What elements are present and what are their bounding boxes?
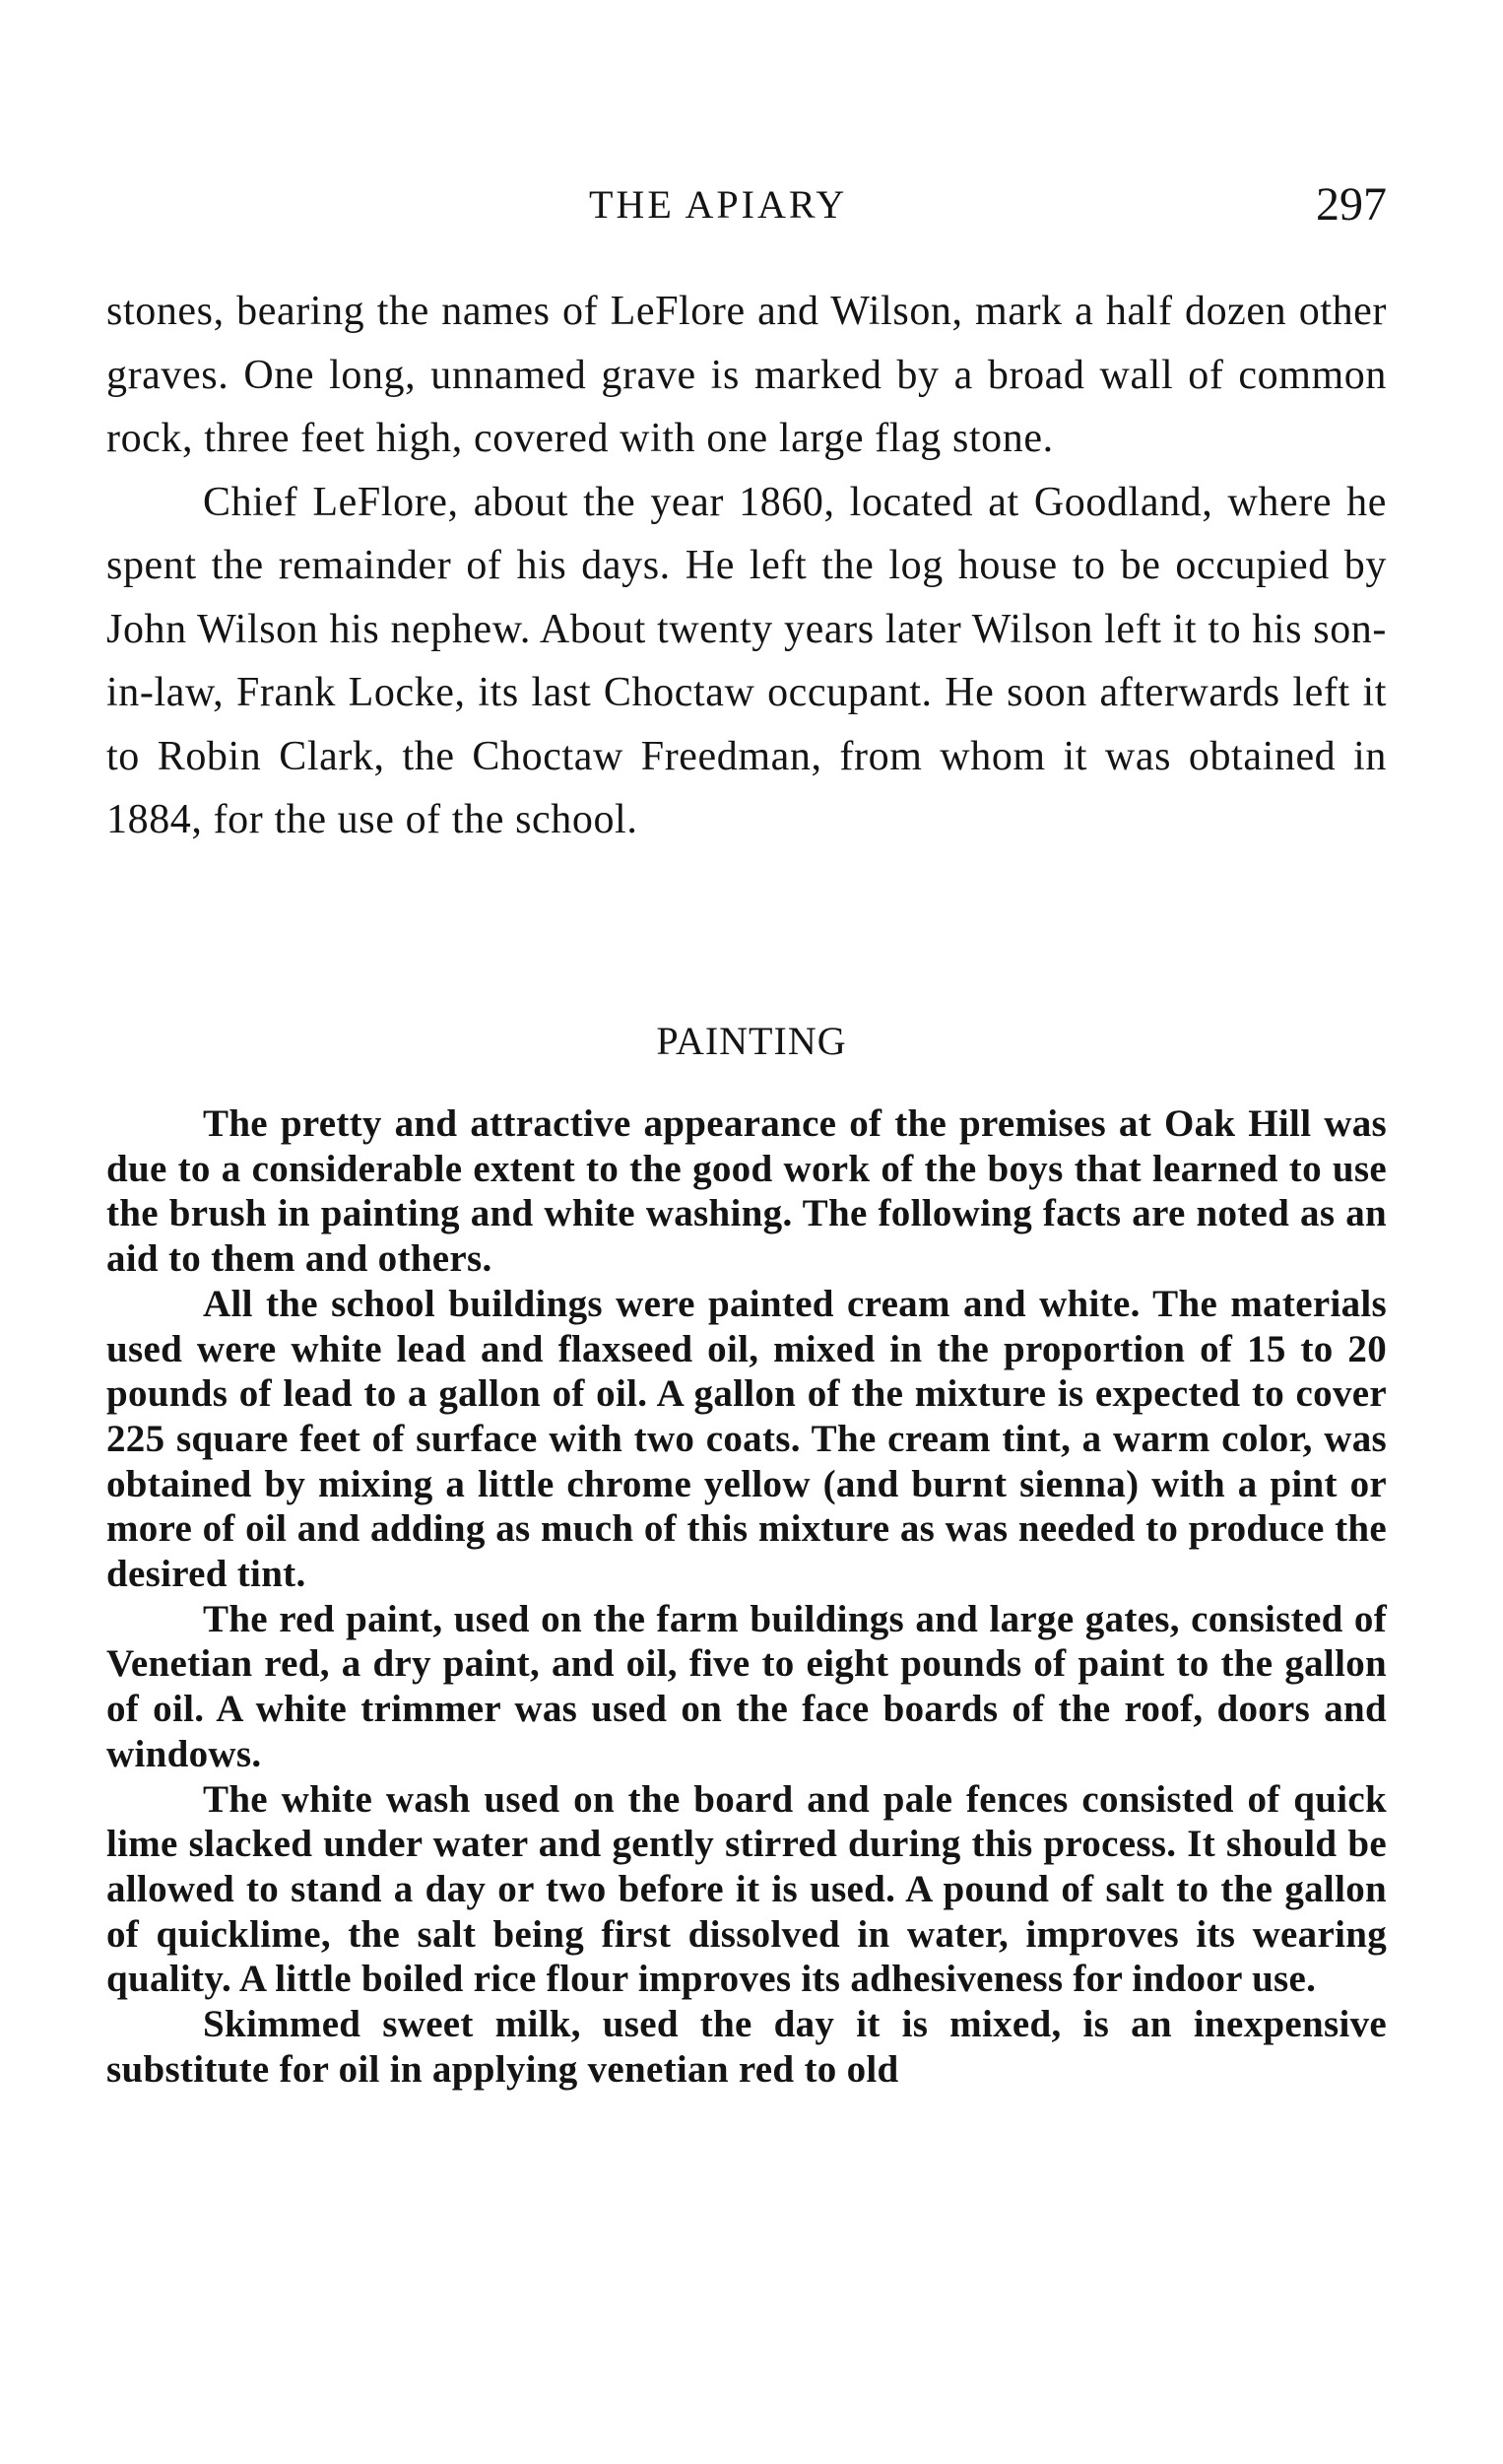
running-title: THE APIARY <box>589 182 848 227</box>
paragraph-red-paint: The red paint, used on the farm buildings and large gates, consisted of Venetian red, a dry paint, and oil, five to eight pounds of paint to the gallon of oil. A white trimmer was used on the face boards of the roof, doors and windows. <box>106 1597 1387 1775</box>
paragraph-cream-white: All the school buildings were painted cream and white. The materials used were white lead and flaxseed oil, mixed in the proportion of 15 to 20 pounds of lead to a gallon of oil. A gallon of the mixture is expected to cover 225 square feet of surface with two coats. The cream tint, a warm color, was obtained by mixing a little chrome yellow (and burnt sienna) with a pint or more of oil and adding as much of this mixture as was needed to produce the desired tint. <box>106 1282 1387 1596</box>
continued-text-block <box>106 280 1387 852</box>
running-header <box>106 175 1387 234</box>
paragraph-premises: The pretty and attractive appearance of the premises at Oak Hill was due to a considerable extent to the good work of the boys that learned to use the brush in painting and white washing. The following facts are noted as an aid to them and others. <box>106 1102 1387 1281</box>
painting-section-body <box>106 1101 1387 2092</box>
section-heading-painting: PAINTING <box>656 1019 847 1063</box>
paragraph-skimmed-milk: Skimmed sweet milk, used the day it is mixed, is an inexpensive substitute for oil in applying venetian red to old <box>106 2003 1387 2091</box>
paragraph-chief-leflore: Chief LeFlore, about the year 1860, located at Goodland, where he spent the remainder of his days. He left the log house to be occupied by John Wilson his nephew. About twenty years later Wilson left it to his son-in-law, Frank Locke, its last Choctaw occupant. He soon afterwards left it to Robin Clark, the Choctaw Freedman, from whom it was obtained in 1884, for the use of the school. <box>106 479 1387 842</box>
page-number: 297 <box>1316 178 1387 231</box>
paragraph-white-wash: The white wash used on the board and pale fences consisted of quick lime slacked under water and gently stirred during this process. It should be allowed to stand a day or two before it is used. A pound of salt to the gallon of quicklime, the salt being first dissolved in water, improves its wearing quality. A little boiled rice flour improves its adhesiveness for indoor use. <box>106 1777 1387 2001</box>
paragraph-graves: stones, bearing the names of LeFlore and Wilson, mark a half dozen other graves. One long, unnamed grave is marked by a broad wall of common rock, three feet high, covered with one large flag stone. <box>106 289 1387 461</box>
